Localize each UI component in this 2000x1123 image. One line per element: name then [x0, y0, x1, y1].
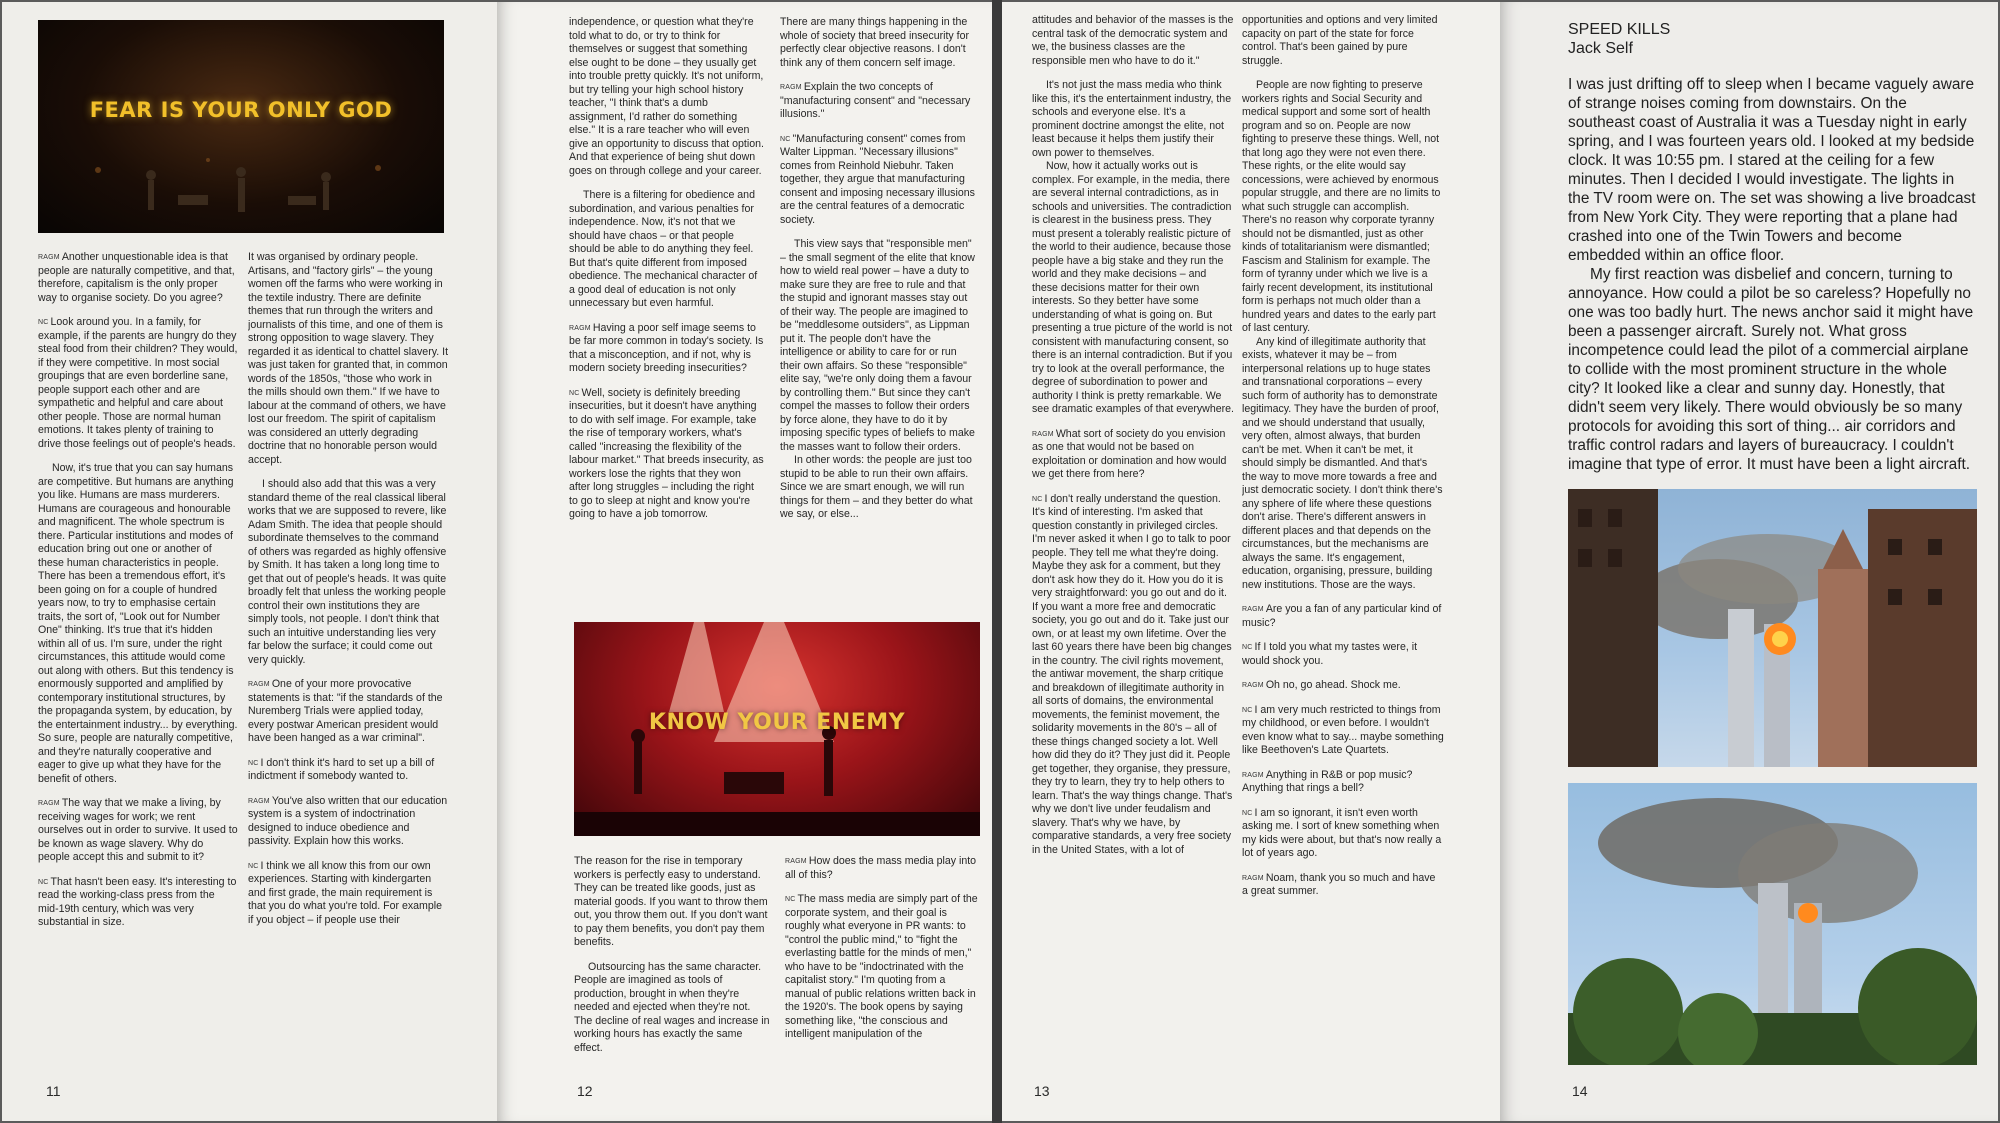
paragraph: [780, 454, 976, 522]
p11-column-1: [38, 251, 238, 1071]
speaker-tag: RAGM: [38, 800, 60, 807]
paragraph-text: Having a poor self image seems to be far more common in today's society. Is that a misconception, and if not, why is modern society breeding insecurities?: [569, 321, 764, 374]
paragraph: [1242, 641, 1444, 668]
paragraph: [1242, 679, 1444, 693]
speaker-tag: RAGM: [1032, 430, 1054, 438]
paragraph-text: If I told you what my tastes were, it would shock you.: [1242, 641, 1418, 667]
paragraph-text: I should also add that this was a very standard theme of the real classical liberal works that we are supposed to revere, like Adam Smith. The idea that people should subordinate themselves to the command of others was regarded as highly offensive by Smith. It has taken a long long time to get that out of people's heads. It was quite broadly felt that unless the working people control their own institutions they are simply tools, not people. I don't think that such an intuitive understanding lies very far below the surface; it could come out very quickly.: [248, 478, 447, 666]
paragraph-text: Another unquestionable idea is that people are naturally competitive, and that, therefore, capitalism is the only proper way to organise society. Do you agree?: [38, 251, 235, 304]
paragraph-text: I don't really understand the question. It's kind of interesting. I'm asked that question constantly in privileged circles. I'm never asked it when I go to talk to poor people. They tell me what they're doing. Maybe they ask for a comment, but they don't ask how they do it. How you do it is very straightforward: you go out and do it. If you want a more free and democratic society, you go out and do it. Take just our own, or at least my own lifetime. Over the last 60 years there have been big changes in the country. The civil rights movement, the antiwar movement, the sharp critique and breakdown of illegitimate authority in all sorts of domains, the environmental movements, the feminist movement, the solidarity movements in the 80's – all of these things changed society a lot. Well how did they do it? They just did it. People get together, they organise, they pressure, they try to learn, they try to help others to learn. That's the way things change. That's why we don't live under feudalism and slavery. That's why we have, by comparative standards, a very free society in the United States, with a lot of: [1032, 492, 1233, 856]
paragraph-text: Now, it's true that you can say humans are competitive. But humans are anything you like. Humans are mass murderers. Humans are courageous and honourable and magnificent. The whole spectrum is there. Particular institutions and modes of education bring out one or another of these human characteristics in people. There has been a tremendous effort, it's been going on for a couple of hundred years now, to try to emphasise certain traits, the sort of, "Look out for Number One" thinking. It's true that it's hidden within all of us. I'm sure, under the right circumstances, this attitude would come out along with others. But this tendency is enormously supported and amplified by contemporary institutional structures, by the propaganda system, by education, by the entertainment industry... by everything. So sure, people are naturally competitive, and they're naturally cooperative and eager to give up what they have for the benefit of others.: [38, 462, 238, 785]
paragraph-text: Explain the two concepts of "manufacturing consent" and "necessary illusions.": [780, 81, 971, 120]
paragraph: [1242, 704, 1444, 758]
p12-column-2-top: [780, 16, 976, 611]
paragraph-text: There are many things happening in the whole of society that breed insecurity for perfectly clear objective reasons. I don't think any of them concern self image.: [780, 16, 970, 69]
speaker-tag: NC: [785, 896, 796, 903]
paragraph-text: It's not just the mass media who think like this, it's the entertainment industry, the schools and everyone else. It's a prominent doctrine amongst the elite, not least because it helps them justify their own power to themselves.: [1032, 79, 1232, 159]
paragraph-text: You've also written that our education system is a system of indoctrination designed to induce obedience and passivity. Explain how this works.: [248, 794, 448, 847]
paragraph-text: Outsourcing has the same character. People are imagined as tools of production, brought in when they're needed and ejected when they're not. The decline of real wages and increase in working hours has exactly the same effect.: [574, 960, 770, 1054]
page-number: 14: [1572, 1083, 1588, 1099]
p13-column-2: [1242, 14, 1444, 1074]
article-lead: [1568, 75, 1976, 475]
speaker-tag: NC: [780, 135, 791, 143]
concert-photo-fear: [38, 20, 444, 233]
paragraph-text: That hasn't been easy. It's interesting to read the working-class press from the mid-19th century, which was very substantial in size.: [38, 875, 237, 928]
page-12: [497, 2, 992, 1121]
paragraph-text: People are now fighting to preserve workers rights and Social Security and medical support and some sort of health program and so on. People are now fighting to preserve these things. Well, not that long ago they were not even there. These rights, or the elite would say concessions, were achieved by enormous popular struggle, and there are no limits to what such struggle can accomplish. There's no reason why corporate tyranny should not be dismantled, just as other kinds of totalitarianism were dismantled; Fascism and Stalinism for example. The form of tyranny under which we live is a fairly recent development, its institutional form is perhaps not much older than a hundred years and dates to the early part of last century.: [1242, 79, 1441, 334]
paragraph: [780, 16, 976, 70]
paragraph: [1242, 14, 1444, 68]
speaker-tag: NC: [1242, 644, 1253, 651]
paragraph: [569, 189, 765, 311]
paragraph: [248, 251, 448, 467]
paragraph: [1242, 603, 1444, 630]
lead-paragraph: I was just drifting off to sleep when I became vaguely aware of strange noises coming from downstairs. On the southeast coast of Australia it was a Tuesday night in early spring, and I was fourteen years old. I looked at my bedside clock. It was 10:55 pm. I stared at the ceiling for a few minutes. Then I decided I would investigate. The lights in the TV room were on. The set was showing a live broadcast from New York City. They were reporting that a plane had crashed into one of the Twin Towers and become embedded within an office floor.: [1568, 76, 1976, 264]
paragraph: [1242, 872, 1444, 899]
paragraph-text: I am very much restricted to things from my childhood, or even before. I wouldn't even know what to say... maybe something like Beethoven's Late Quartets.: [1242, 703, 1444, 756]
stage-banner-enemy: KNOW YOUR ENEMY: [648, 710, 906, 735]
paragraph-text: This view says that "responsible men" – the small segment of the elite that know how to wield real power – have a duty to make sure they are free to rule and that the stupid and ignorant masses stay out of their way. The people are imagined to be "meddlesome outsiders", as Lippman put it. The people don't have the intelligence or ability to care for or run their own affairs. So these "responsible" elite say, "we're only doing them a favour by controlling them." But since they can't compel the masses to follow their orders by force alone, they have to do it by imposing specific types of beliefs to make the masses want to follow their orders.: [780, 238, 975, 453]
speaker-tag: RAGM: [569, 324, 591, 332]
paragraph-text: Any kind of illegitimate authority that exists, whatever it may be – from interpersonal relations up to huge states and transnational corporations – every such form of authority has to demonstrate legitimacy. They have the burden of proof, and we should understand that usually, very often, almost always, that burden can't be met. When it can't be met, it should simply be dismantled. And that's the way to move more towards a free and just democratic society. I don't think there's any sphere of life where these questions don't arise. There's different answers in different places and that depends on the circumstances, but the mechanisms are always the same. It's engagement, education, organising, pressure, building new institutions. Those are the ways.: [1242, 335, 1443, 591]
page-number: 11: [46, 1083, 61, 1099]
twin-towers-scene-1: [1568, 489, 1977, 767]
speaker-tag: NC: [569, 389, 580, 397]
paragraph: [569, 322, 765, 376]
stage-banner-fear: FEAR IS YOUR ONLY GOD: [89, 98, 393, 122]
paragraph-text: It was organised by ordinary people. Artisans, and "factory girls" – the young women off the farms who were working in the textile industry. There are definite themes that run through the writers and journalists of this time, and one of them is strong opposition to wage slavery. They regarded it as identical to chattel slavery. It was just taken for granted that, in common words of the 1850s, "those who work in the mills should own them." If we have to labour at the command of others, we have lost our freedom. The spirit of capitalism was considered an utterly degrading doctrine that no honorable person would accept.: [248, 251, 448, 466]
paragraph: [1032, 428, 1234, 482]
paragraph-text: Look around you. In a family, for example, if the parents are hungry do they steal food from their children? They would, if they were competitive. In most social groupings that are even borderline sane, people support each other and are sympathetic and helpful and care about other people. Those are normal human emotions. It takes plenty of training to drive those feelings out of people's heads.: [38, 316, 238, 450]
paragraph: [780, 238, 976, 454]
paragraph-text: How does the mass media play into all of this?: [785, 855, 977, 881]
paragraph-text: independence, or question what they're told what to do, or try to think for themselves or suggest that something else ought to be done – they usually get into trouble pretty quickly. It's not uniform, but try telling your high school history teacher, "I think that's a dumb assignment, I'd rather do something else." It is a rare teacher who will even give an opportunity to discuss that option. And that experience of being shut down goes on through college and your career.: [569, 16, 764, 177]
paragraph-text: Well, society is definitely breeding insecurities, but it doesn't have anything to do with self image. For example, take the rise of temporary workers, what's called "increasing the flexibility of the labour market." That breeds insecurity, as workers lose the rights that they won after long struggles – including the right to go to sleep at night and know you're going to have a job tomorrow.: [569, 386, 764, 520]
p13-column-1: [1032, 14, 1234, 1074]
p12-column-1-top: [569, 16, 765, 611]
paragraph: [1242, 336, 1444, 593]
speaker-tag: RAGM: [785, 858, 807, 865]
article-author: Jack Self: [1568, 40, 1633, 57]
paragraph-text: I am so ignorant, it isn't even worth asking me. I sort of knew something when my kids were about, but that's now really a lot of years ago.: [1242, 806, 1442, 859]
speaker-tag: NC: [1242, 809, 1253, 817]
speaker-tag: NC: [1032, 495, 1043, 503]
paragraph-text: opportunities and options and very limited capacity on part of the state for force control. That's been gained by pure struggle.: [1242, 14, 1438, 67]
paragraph: [248, 860, 448, 928]
page-number: 13: [1034, 1083, 1050, 1099]
paragraph-text: I think we all know this from our own experiences. Starting with kindergarten and first grade, the main requirement is that you do what you're told. For example if you object – if people use their: [248, 859, 442, 926]
speaker-tag: NC: [248, 862, 259, 870]
article-title: SPEED KILLS: [1568, 21, 1671, 38]
paragraph-text: What sort of society do you envision as one that would not be based on exploitation or domination and how would we get there from here?: [1032, 427, 1227, 480]
page-14: [1500, 2, 1998, 1121]
page-13: [1002, 2, 1500, 1121]
paragraph-text: Anything in R&B or pop music? Anything that rings a bell?: [1242, 768, 1413, 794]
paragraph: [38, 876, 238, 930]
paragraph: [785, 893, 981, 1042]
speaker-tag: RAGM: [248, 797, 270, 805]
speaker-tag: NC: [1242, 706, 1253, 714]
paragraph: [248, 678, 448, 746]
paragraph: [574, 855, 770, 950]
paragraph: [248, 795, 448, 849]
paragraph-text: The way that we make a living, by receiving wages for work; we rent ourselves out in order to survive. It used to be known as wage slavery. Why do people accept this and submit to it?: [38, 797, 238, 863]
paragraph: [248, 757, 448, 784]
paragraph: [780, 133, 976, 228]
paragraph: [574, 961, 770, 1056]
paragraph: [569, 16, 765, 178]
paragraph-text: One of your more provocative statements is that: "if the standards of the Nuremberg Trials were applied today, every postwar American president would have been hanged as a war criminal".: [248, 678, 443, 744]
paragraph: [1242, 807, 1444, 861]
twin-towers-scene-2: [1568, 783, 1977, 1065]
paragraph: [785, 855, 981, 882]
paragraph: [1242, 769, 1444, 796]
paragraph-text: "Manufacturing consent" comes from Walter Lippman. "Necessary illusions" comes from Reinhold Niebuhr. Taken together, they argue that manufacturing consent and imposing necessary illusions are the central features of a democratic society.: [780, 132, 975, 226]
speaker-tag: NC: [248, 759, 259, 767]
speaker-tag: RAGM: [1242, 874, 1264, 882]
speaker-tag: RAGM: [38, 254, 60, 261]
paragraph: [569, 387, 765, 522]
article-headline: [1568, 20, 1670, 58]
stage-silhouettes: [38, 20, 444, 233]
lead-paragraph: My first reaction was disbelief and concern, turning to annoyance. How could a pilot be so careless? Hopefully no one was too badly hurt. The news anchor said it might have been a passenger aircraft. Surely not. What gross incompetence could lead the pilot of a commercial airplane to collide with the most prominent structure in the whole city? It looked like a clear and sunny day. Honestly, that didn't seem very likely. There would obviously be so many protocols for avoiding this sort of thing... air corridors and traffic control radars and layers of bureaucracy. I couldn't imagine that type of error. It must have been a light aircraft.: [1568, 266, 1974, 473]
spine-gutter: [992, 0, 1002, 1123]
page-11: [2, 2, 497, 1121]
speaker-tag: RAGM: [1242, 606, 1264, 613]
paragraph-text: I don't think it's hard to set up a bill of indictment if somebody wanted to.: [248, 756, 435, 782]
paragraph: [1032, 160, 1234, 417]
page-number: 12: [577, 1083, 593, 1099]
paragraph: [1242, 79, 1444, 336]
paragraph-text: There is a filtering for obedience and subordination, and various penalties for independence. Now, it's not that we should have chaos – or that people should be able to do anything they feel. But that's quite different from imposed obedience. The mechanical character of a good deal of education is not only unnecessary but even harmful.: [569, 189, 758, 309]
paragraph-text: Now, how it actually works out is complex. For example, in the media, there are several internal contradictions, as in schools and universities. The contradiction is clearest in the business press. They must present a tolerably realistic picture of the world to their audience, because those people have a big stake and they run the world and they make decisions – and these decisions matter for their own interests. So they better have some understanding of what is going on. But presenting a true picture of the world is not consistent with manufacturing consent, so there is an internal contradiction. But if you try to look at the overall performance, the degree of subordination to power and authority I think is pretty remarkable. We see dramatic examples of that everywhere.: [1032, 160, 1234, 415]
speaker-tag: NC: [38, 319, 49, 326]
speaker-tag: RAGM: [1242, 771, 1264, 779]
speaker-tag: RAGM: [248, 681, 270, 688]
paragraph-text: Oh no, go ahead. Shock me.: [1265, 679, 1401, 691]
p12-column-2-bottom: [785, 855, 981, 1065]
paragraph: [38, 316, 238, 451]
paragraph-text: The mass media are simply part of the corporate system, and their goal is roughly what everyone in PR wants: to "control the public mind," to "fight the everlasting battle for the minds of men," who have to be "indoctrinated with the capitalist story." I'm quoting from a manual of public relations written back in the 1920's. The book opens by saying something like, "the conscious and intelligent manipulation of the: [785, 893, 978, 1040]
paragraph-text: Are you a fan of any particular kind of music?: [1242, 603, 1442, 629]
twin-towers-photo-2: [1568, 783, 1977, 1065]
paragraph: [1032, 79, 1234, 160]
paragraph-text: The reason for the rise in temporary workers is perfectly easy to understand. They can be treated like goods, just as material goods. If you want to throw them out, you throw them out. If you don't want to pay them benefits, you don't pay them benefits.: [574, 855, 768, 948]
twin-towers-photo-1: [1568, 489, 1977, 767]
speaker-tag: RAGM: [780, 84, 802, 91]
p11-column-2: [248, 251, 448, 1071]
concert-photo-enemy: [574, 622, 980, 836]
p12-column-1-bottom: [574, 855, 770, 1065]
paragraph: [38, 462, 238, 786]
speaker-tag: NC: [38, 878, 49, 886]
paragraph: [780, 81, 976, 122]
paragraph: [1032, 14, 1234, 68]
paragraph-text: attitudes and behavior of the masses is the central task of the democratic system and we, the business classes are the responsible men who have to do it.": [1032, 14, 1234, 67]
paragraph-text: Noam, thank you so much and have a great summer.: [1242, 871, 1436, 897]
speaker-tag: RAGM: [1242, 682, 1264, 689]
paragraph-text: In other words: the people are just too stupid to be able to run their own affairs. Since we are smart enough, we will run things for them – and they better do what we say, or else...: [780, 454, 973, 520]
paragraph: [1032, 493, 1234, 858]
paragraph: [38, 251, 238, 305]
paragraph: [248, 478, 448, 667]
paragraph: [38, 797, 238, 865]
